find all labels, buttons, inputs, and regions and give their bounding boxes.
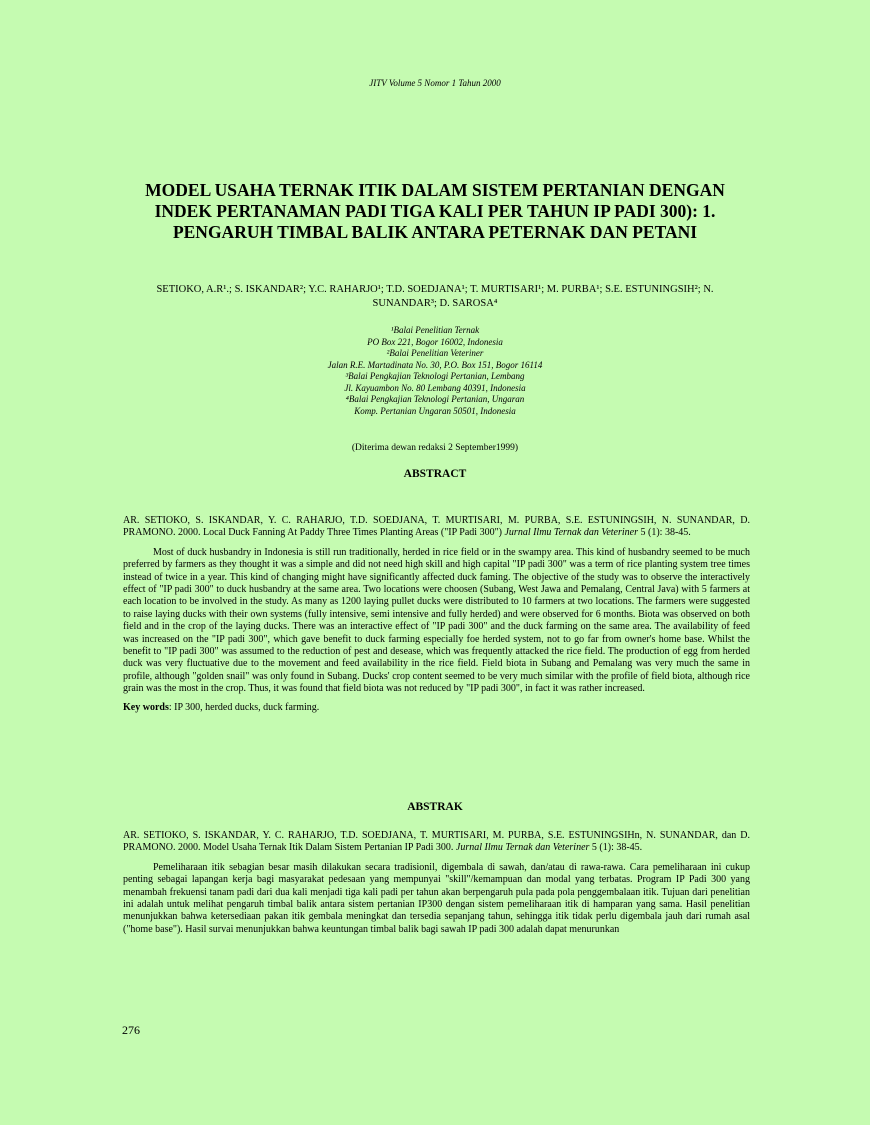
keywords bbox=[123, 702, 750, 714]
author-list: SETIOKO, A.R¹.; S. ISKANDAR²; Y.C. RAHARJO¹; T.D. SOEDJANA¹; T. MURTISARI¹; M. PURBA¹; S.E. ESTUNINGSIH²; N. SUNANDAR³; D. SAROSA⁴ bbox=[156, 284, 714, 309]
abstract-body: Most of duck husbandry in Indonesia is still run traditionally, herded in rice field or in the swampy area. This kind of husbandry seemed to be much preferred by farmers as they thought it was a simple and did not need high skill and high capital "IP padi 300" was a term of rice planting system tree times instead of twice in a year. This kind of changing might have significantly affected duck faming. The objective of the study was to observe the interactively effect of "IP padi 300" to duck husbandry at the same area. Two locations were choosen (Subang, West Jawa and Pemalang, Central Java) with 5 farmers at each location to be involved in the study. As many as 1200 laying pullet ducks were distributed to 10 farmers at two locations. The farmers were suggested to raise laying ducks with their own systems (fully intensive, semi intensive and fully herded) and were observed for 6 months. Biota was observed on both field and in the crop of the laying ducks. There was an interactive effect of "IP padi 300" and the duck farming on the same area. The availability of feed was increased on the "IP padi 300", which gave benefit to duck farming especially foe herded system, not to go far from owner's home base. Whilst the benefit to "IP padi 300" was assumed to the reduction of pest and desease, which was frequently attacked the rice field. The production of egg from herded duck was very fluctuative due to the movement and feed availability in the rice field. Field biota in Subang and Pemalang was very much the same in profile, although "golden snail" was only found in Subang. Ducks' crop content seemed to be very much similar with the profile of field biota, although rice grain was the most in the crop. Thus, it was found that field biota was not reduced by "IP padi 300", in fact it was rather increased. bbox=[123, 546, 750, 695]
affiliation-line: Jl. Kayuambon No. 80 Lembang 40391, Indonesia bbox=[344, 382, 526, 393]
affiliation-line: Komp. Pertanian Ungaran 50501, Indonesia bbox=[354, 405, 516, 416]
abstract-heading: ABSTRACT bbox=[403, 468, 467, 480]
keywords-values: : IP 300, herded ducks, duck farming. bbox=[168, 701, 320, 713]
abstrak-section bbox=[123, 830, 750, 936]
abstrak-citation bbox=[123, 830, 750, 855]
affiliation-line: ¹Balai Penelitian Ternak bbox=[390, 325, 480, 335]
received-date: (Diterima dewan redaksi 2 September1999) bbox=[351, 443, 519, 453]
keywords-label: Key words bbox=[123, 701, 169, 713]
citation-journal: Jurnal Ilmu Ternak dan Veteriner bbox=[504, 527, 638, 539]
citation-text: AR. SETIOKO, S. ISKANDAR, Y. C. RAHARJO, T.D. SOEDJANA, T. MURTISARI, M. PURBA, S.E. ESTUNINGSIHn, N. SUNANDAR, dan D. PRAMONO. 2000. Model Usaha Ternak Itik Dalam Sistem Pertanian IP Padi 300. bbox=[123, 830, 750, 854]
journal-header: JITV Volume 5 Nomor 1 Tahun 2000 bbox=[369, 78, 501, 88]
citation-journal: Jurnal Ilmu Ternak dan Veteriner bbox=[455, 842, 590, 854]
citation-volume: 5 (1): 38-45. bbox=[589, 842, 643, 854]
affiliation-line: ⁴Balai Pengkajian Teknologi Pertanian, Ungaran bbox=[345, 394, 525, 404]
paper-title: MODEL USAHA TERNAK ITIK DALAM SISTEM PERTANIAN DENGAN INDEK PERTANAMAN PADI TIGA KALI PER TAHUN IP PADI 300): 1. PENGARUH TIMBAL BALIK ANTARA PETERNAK DAN PETANI bbox=[145, 180, 725, 242]
citation-text: AR. SETIOKO, S. ISKANDAR, Y. C. RAHARJO, T.D. SOEDJANA, T. MURTISARI, M. PURBA, S.E. ESTUNINGSIH, N. SUNANDAR, D. PRAMONO. 2000. Local Duck Fanning At Paddy Three Times Planting Areas ("IP Padi 300") bbox=[123, 515, 750, 539]
abstrak-body: Pemeliharaan itik sebagian besar masih dilakukan secara tradisionil, digembala di sawah, dan/atau di rawa-rawa. Cara pemeliharaan ini cukup penting sebagai lapangan kerja bagi masyarakat pedesaan yang mempunyai "skill"/kemampuan dan modal yang terbatas. Program IP Padi 300 yang menambah frekuensi tanam padi dari dua kali menjadi tiga kali padi per tahun akan berpengaruh pula pada pola penggembalaan itik. Tujuan dari penelitian ini adalah untuk melihat pengaruh timbal balik antara sistem pertanian IP300 dengan sistem pemeliharaan itik di hamparan yang sama. Hasil penelitian menunjukkan bahwa ketersediaan pakan itik gembala meningkat dan tersedia sepanjang tahun, sehingga itik tidak perlu digembala jauh dari rumah asal ("home base"). Hasil survai menunjukkan bahwa keuntungan timbal balik bagi sawah IP padi 300 adalah dapat menurunkan bbox=[123, 861, 750, 935]
citation-volume: 5 (1): 38-45. bbox=[638, 527, 691, 539]
abstract-citation bbox=[123, 515, 750, 540]
abstract-section bbox=[123, 515, 750, 714]
abstrak-heading: ABSTRAK bbox=[407, 801, 463, 813]
affiliation-line: ²Balai Penelitian Veteriner bbox=[386, 348, 484, 358]
affiliation-line: ³Balai Pengkajian Teknologi Pertanian, Lembang bbox=[345, 371, 525, 381]
page-number: 276 bbox=[122, 1023, 140, 1037]
affiliation-line: Jalan R.E. Martadinata No. 30, P.O. Box 151, Bogor 16114 bbox=[327, 359, 543, 370]
affiliation-line: PO Box 221, Bogor 16002, Indonesia bbox=[367, 336, 503, 347]
affiliations bbox=[200, 325, 670, 417]
